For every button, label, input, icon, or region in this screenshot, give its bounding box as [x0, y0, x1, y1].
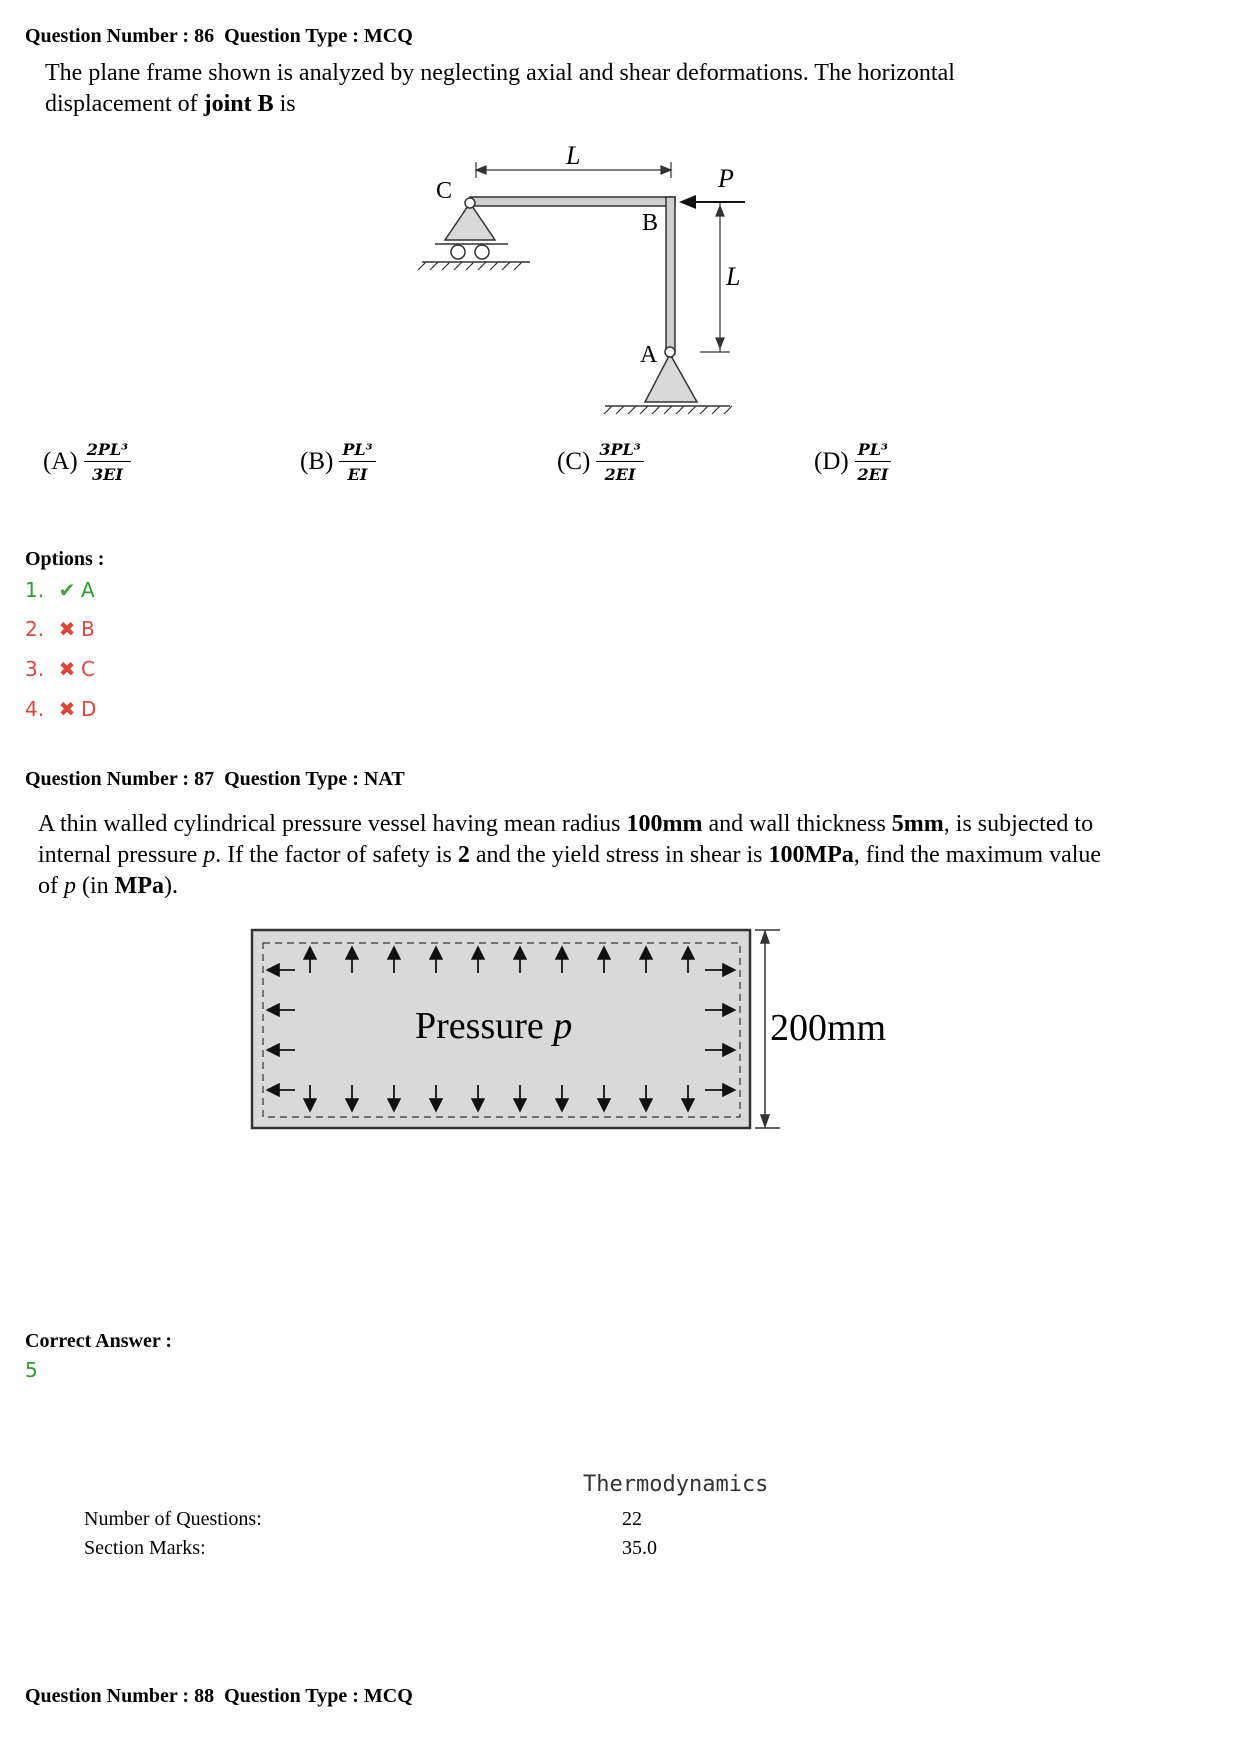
question-87-header: Question Number : 87 Question Type : NAT [25, 768, 405, 790]
choice-a-denominator: 3EI [92, 465, 123, 484]
choice-a-fraction [84, 440, 131, 484]
label-a: A [640, 342, 658, 368]
q87-text-bold: 2 [457, 842, 470, 868]
option-4-number: 4. [25, 697, 45, 721]
pin-support-a [604, 347, 732, 414]
choice-c-label: (C) [557, 448, 591, 475]
question-86-text-end: is [273, 91, 296, 117]
choice-b-fraction [339, 440, 375, 484]
option-3-letter: C [81, 657, 95, 681]
choice-c-denominator: 2EI [604, 465, 636, 484]
option-4[interactable] [25, 697, 96, 721]
check-icon: ✔ [58, 578, 76, 602]
q87-text-part: ). [163, 873, 178, 899]
choice-d [814, 440, 891, 484]
choice-c [557, 440, 644, 484]
q87-text-part: and the yield stress in shear is [469, 842, 769, 868]
question-86-text-bold: joint B [203, 91, 274, 117]
question-86-header: Question Number : 86 Question Type : MCQ [25, 25, 413, 47]
label-p: P [718, 164, 734, 193]
options-header: Options : [25, 548, 105, 570]
choice-b-label: (B) [300, 448, 334, 475]
q87-text-italic: p [64, 873, 76, 899]
label-b: B [642, 210, 659, 236]
option-1-letter: A [81, 578, 95, 602]
choice-a-numerator: 2PL³ [84, 440, 131, 462]
correct-answer-header: Correct Answer : [25, 1330, 172, 1352]
choice-c-numerator: 3PL³ [596, 440, 643, 462]
q87-text-part: , is subjected to internal pressure [38, 811, 1094, 868]
question-88-header: Question Number : 88 Question Type : MCQ [25, 1685, 413, 1707]
roller-support-c [418, 198, 530, 270]
q87-text-part: A thin walled cylindrical pressure vessel having mean radius [38, 811, 627, 837]
q87-text-part: and wall thickness [702, 811, 892, 837]
q87-text-bold: MPa [114, 873, 164, 899]
option-1[interactable] [25, 578, 95, 602]
choice-d-label: (D) [814, 448, 849, 475]
member-cb [470, 197, 675, 206]
section-marks-label: Section Marks: [84, 1537, 206, 1559]
option-3[interactable] [25, 657, 95, 681]
q87-text-bold: 100MPa [768, 842, 854, 868]
choice-b-numerator: PL³ [339, 440, 375, 462]
q87-text-part: (in [76, 873, 115, 899]
option-4-letter: D [81, 697, 97, 721]
choice-b-denominator: EI [347, 465, 368, 484]
q87-text-italic: p [203, 842, 216, 868]
plane-frame-figure [400, 140, 780, 430]
option-2-number: 2. [25, 617, 45, 641]
pressure-label-var: p [553, 1005, 573, 1047]
choice-a [43, 440, 131, 484]
section-marks-value: 35.0 [622, 1537, 657, 1559]
option-3-number: 3. [25, 657, 45, 681]
member-ba [666, 197, 675, 354]
pressure-vessel-figure [250, 925, 910, 1135]
choice-d-fraction [855, 440, 891, 484]
choice-b [300, 440, 376, 484]
label-l-side: L [726, 262, 741, 291]
question-87-text [38, 809, 1118, 902]
choice-d-denominator: 2EI [857, 465, 889, 484]
correct-answer-value: 5 [25, 1358, 38, 1382]
section-questions-label: Number of Questions: [84, 1508, 262, 1530]
choice-c-fraction [596, 440, 643, 484]
cross-icon: ✖ [58, 617, 76, 641]
option-2-letter: B [81, 617, 95, 641]
cross-icon: ✖ [58, 657, 76, 681]
label-c: C [436, 178, 453, 204]
pressure-label-text: Pressure [415, 1005, 554, 1047]
question-86-text-part: The plane frame shown is analyzed by neglecting axial and shear deformations. The horizontal displacement of [45, 60, 955, 117]
pressure-label [415, 1005, 572, 1047]
q87-text-part: , find the maximum value of [38, 842, 1102, 899]
load-p-arrow [679, 195, 745, 209]
label-l-top: L [566, 141, 581, 170]
section-title: Thermodynamics [583, 1472, 769, 1497]
cross-icon: ✖ [58, 697, 76, 721]
question-86-text [45, 58, 1085, 120]
option-2[interactable] [25, 617, 95, 641]
section-questions-value: 22 [622, 1508, 642, 1530]
dimension-label: 200mm [770, 1007, 887, 1049]
option-1-number: 1. [25, 578, 45, 602]
q87-text-bold: 5mm [891, 811, 944, 837]
q87-text-part: . If the factor of safety is [215, 842, 458, 868]
choice-d-numerator: PL³ [855, 440, 891, 462]
choice-a-label: (A) [43, 448, 78, 475]
q87-text-bold: 100mm [626, 811, 703, 837]
